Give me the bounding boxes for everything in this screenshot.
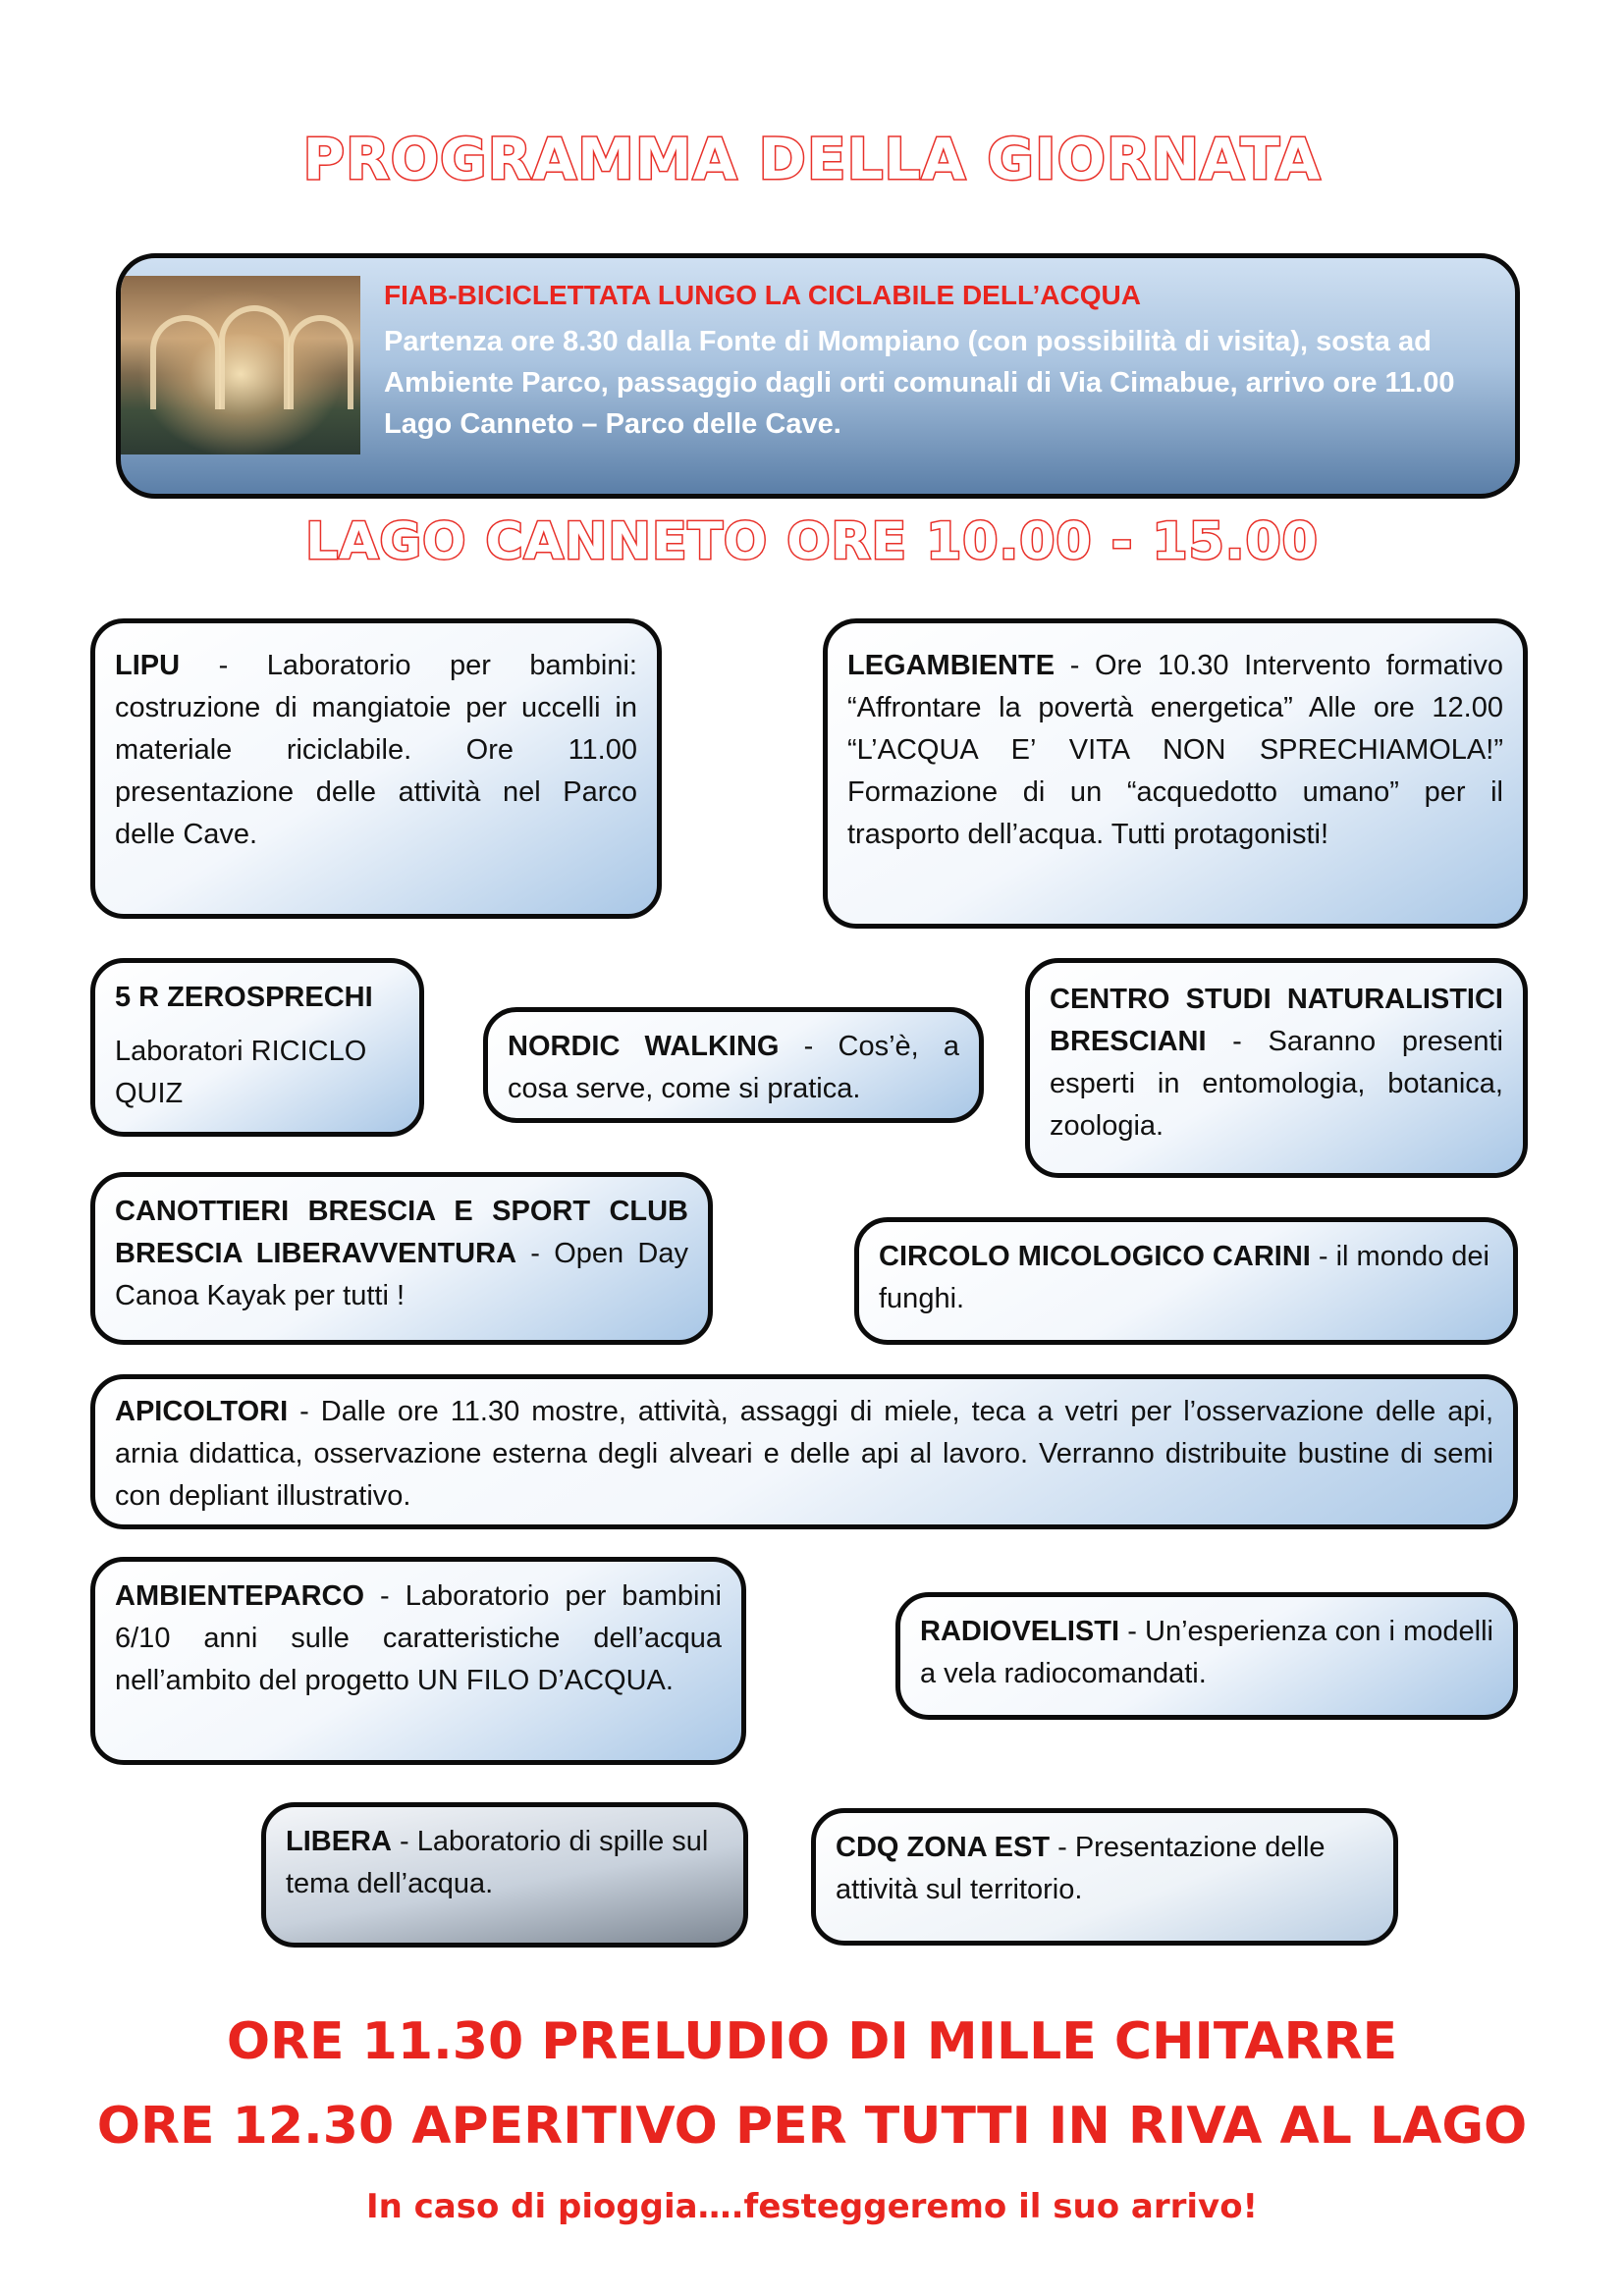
activity-text: - Cos’è, a cosa serve, come si pratica. xyxy=(508,1031,959,1104)
activity-text: - Laboratorio per bambini 6/10 anni sulle caratteristiche dell’acqua nell’ambito del progetto UN FILO D’ACQUA. xyxy=(115,1580,722,1696)
activity-name: NORDIC WALKING xyxy=(508,1031,780,1062)
activity-text: - Presentazione delle attività sul territorio. xyxy=(836,1832,1326,1905)
footer-line-1: ORE 11.30 PRELUDIO DI MILLE CHITARRE xyxy=(226,2012,1398,2071)
activity-name: AMBIENTEPARCO xyxy=(115,1580,365,1612)
activity-micologico xyxy=(854,1217,1518,1345)
fonte-mompiano-photo xyxy=(121,276,360,454)
activity-text: - Ore 10.30 Intervento formativo “Affrontare la povertà energetica” Alle ore 12.00 “L’ACQUA E’ VITA NON SPRECHIAMOLA!” Formazione di un “acquedotto umano” per il trasporto dell’acqua. Tutti protagonisti! xyxy=(847,650,1503,850)
activity-name: CENTRO STUDI NATURALISTICI BRESCIANI xyxy=(1050,984,1503,1057)
fiab-heading: FIAB-BICICLETTATA LUNGO LA CICLABILE DELL’ACQUA xyxy=(384,280,1141,310)
fiab-description: Partenza ore 8.30 dalla Fonte di Mompiano (con possibilità di visita), sosta ad Ambiente Parco, passaggio dagli orti comunali di Via Cimabue, arrivo ore 11.00 Lago Canneto – Parco delle Cave. xyxy=(384,326,1455,440)
subtitle: LAGO CANNETO ORE 10.00 - 15.00 xyxy=(305,512,1319,571)
activity-lipu xyxy=(90,618,662,919)
activity-nordic-walking xyxy=(483,1007,984,1123)
activity-text: Laboratori RICICLO QUIZ xyxy=(115,1036,367,1109)
activity-zerosprechi xyxy=(90,958,424,1137)
activity-text: - Un’esperienza con i modelli a vela radiocomandati. xyxy=(920,1616,1493,1689)
activity-text: - Saranno presenti esperti in entomologia, botanica, zoologia. xyxy=(1050,1026,1503,1142)
activity-name: APICOLTORI xyxy=(115,1396,289,1427)
activity-apicoltori xyxy=(90,1374,1518,1529)
activity-cdq-zona-est xyxy=(811,1808,1398,1946)
activity-text: - Dalle ore 11.30 mostre, attività, assaggi di miele, teca a vetri per l’osservazione delle api, arnia didattica, osservazione esterna degli alveari e delle api al lavoro. Verranno distribuite bustine di semi con depliant illustrativo. xyxy=(115,1396,1493,1512)
activity-name: RADIOVELISTI xyxy=(920,1616,1120,1647)
activity-name: CDQ ZONA EST xyxy=(836,1832,1051,1863)
activity-legambiente xyxy=(823,618,1528,929)
activity-text: - Laboratorio di spille sul tema dell’acqua. xyxy=(286,1826,709,1899)
activity-text: - il mondo dei funghi. xyxy=(879,1241,1489,1314)
activity-name: 5 R ZEROSPRECHI xyxy=(115,982,373,1013)
activity-name: LIBERA xyxy=(286,1826,392,1857)
activity-radiovelisti xyxy=(895,1592,1518,1720)
activity-text: - Open Day Canoa Kayak per tutti ! xyxy=(115,1238,688,1311)
activity-ambienteparco xyxy=(90,1557,746,1765)
page-title: PROGRAMMA DELLA GIORNATA xyxy=(302,126,1322,192)
activity-centro-studi xyxy=(1025,958,1528,1178)
activity-name: CANOTTIERI BRESCIA E SPORT CLUB BRESCIA LIBERAVVENTURA xyxy=(115,1196,688,1269)
footer-line-2: ORE 12.30 APERITIVO PER TUTTI IN RIVA AL LAGO xyxy=(96,2097,1528,2156)
activity-name: CIRCOLO MICOLOGICO CARINI xyxy=(879,1241,1311,1272)
activity-name: LIPU xyxy=(115,650,181,681)
activity-text: - Laboratorio per bambini: costruzione di mangiatoie per uccelli in materiale riciclabile. Ore 11.00 presentazione delle attività nel Parco delle Cave. xyxy=(115,650,637,850)
activity-libera xyxy=(261,1802,748,1948)
activity-name: LEGAMBIENTE xyxy=(847,650,1056,681)
fiab-ride-box xyxy=(116,253,1520,499)
activity-canottieri xyxy=(90,1172,713,1345)
rain-note: In caso di pioggia….festeggeremo il suo arrivo! xyxy=(365,2187,1259,2226)
